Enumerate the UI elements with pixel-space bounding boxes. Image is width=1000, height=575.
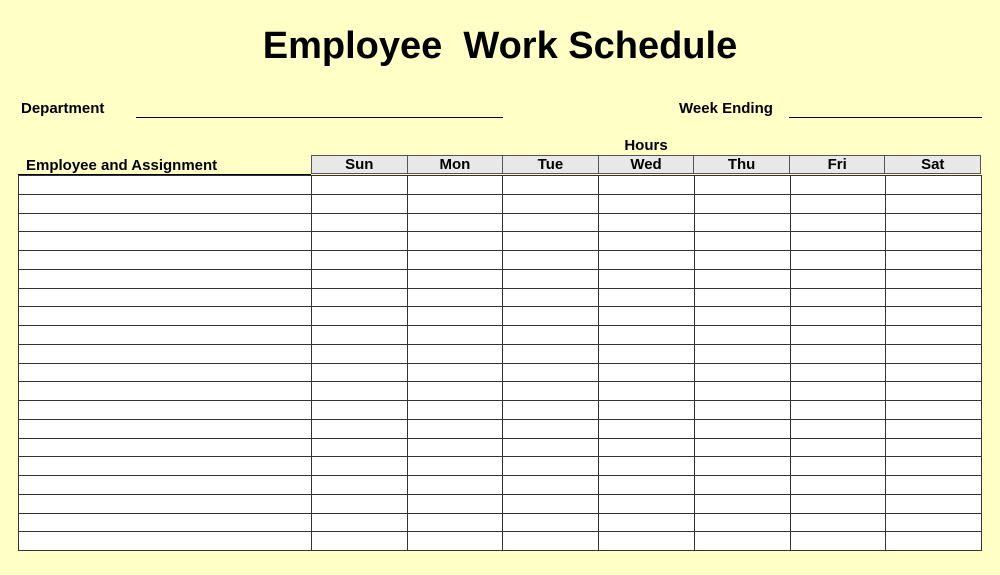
hours-cell-wed[interactable] [598,439,694,457]
employee-cell[interactable] [19,495,311,513]
hours-cell-fri[interactable] [790,270,886,288]
hours-cell-tue[interactable] [502,382,598,400]
hours-cell-fri[interactable] [790,495,886,513]
hours-cell-tue[interactable] [502,364,598,382]
hours-cell-sun[interactable] [311,345,407,363]
hours-cell-mon[interactable] [407,457,503,475]
hours-cell-sat[interactable] [885,176,981,194]
hours-cell-fri[interactable] [790,214,886,232]
hours-cell-sun[interactable] [311,514,407,532]
hours-cell-fri[interactable] [790,420,886,438]
hours-cell-sat[interactable] [885,382,981,400]
hours-cell-sun[interactable] [311,439,407,457]
hours-cell-tue[interactable] [502,401,598,419]
hours-cell-tue[interactable] [502,195,598,213]
employee-cell[interactable] [19,382,311,400]
schedule-row [19,194,981,213]
hours-cell-sat[interactable] [885,289,981,307]
page-title: Employee Work Schedule [262,25,738,67]
hours-cell-mon[interactable] [407,364,503,382]
hours-cell-sun[interactable] [311,420,407,438]
employee-cell[interactable] [19,289,311,307]
hours-cell-thu[interactable] [694,457,790,475]
employee-cell[interactable] [19,364,311,382]
hours-cell-thu[interactable] [694,514,790,532]
hours-cell-wed[interactable] [598,176,694,194]
employee-cell[interactable] [19,532,311,550]
hours-cell-mon[interactable] [407,251,503,269]
hours-cell-fri[interactable] [790,457,886,475]
hours-cell-sat[interactable] [885,420,981,438]
hours-cell-sat[interactable] [885,307,981,325]
hours-cell-wed[interactable] [598,214,694,232]
schedule-row [19,438,981,457]
day-header-tue: Tue [502,156,598,173]
hours-cell-sun[interactable] [311,476,407,494]
hours-cell-wed[interactable] [598,307,694,325]
schedule-row [19,231,981,250]
hours-cell-fri[interactable] [790,345,886,363]
hours-cell-thu[interactable] [694,401,790,419]
hours-cell-thu[interactable] [694,270,790,288]
hours-cell-sat[interactable] [885,326,981,344]
hours-cell-thu[interactable] [694,364,790,382]
employee-cell[interactable] [19,345,311,363]
hours-cell-sun[interactable] [311,270,407,288]
hours-cell-fri[interactable] [790,289,886,307]
hours-cell-wed[interactable] [598,195,694,213]
hours-cell-wed[interactable] [598,232,694,250]
employee-cell[interactable] [19,270,311,288]
hours-cell-mon[interactable] [407,214,503,232]
schedule-row [19,344,981,363]
hours-cell-sun[interactable] [311,326,407,344]
hours-cell-thu[interactable] [694,345,790,363]
day-header-fri: Fri [789,156,885,173]
hours-cell-sat[interactable] [885,476,981,494]
hours-cell-mon[interactable] [407,289,503,307]
hours-cell-wed[interactable] [598,420,694,438]
hours-cell-sat[interactable] [885,457,981,475]
hours-cell-fri[interactable] [790,195,886,213]
employee-cell[interactable] [19,401,311,419]
hours-cell-thu[interactable] [694,439,790,457]
schedule-row [19,306,981,325]
hours-cell-sun[interactable] [311,401,407,419]
hours-cell-thu[interactable] [694,532,790,550]
week-ending-field[interactable] [789,117,982,118]
hours-cell-tue[interactable] [502,232,598,250]
hours-cell-thu[interactable] [694,307,790,325]
hours-cell-mon[interactable] [407,495,503,513]
hours-cell-sat[interactable] [885,195,981,213]
hours-cell-thu[interactable] [694,326,790,344]
hours-label: Hours [624,137,668,154]
hours-cell-fri[interactable] [790,532,886,550]
hours-cell-fri[interactable] [790,401,886,419]
hours-cell-mon[interactable] [407,476,503,494]
hours-cell-thu[interactable] [694,232,790,250]
department-field[interactable] [136,117,503,118]
schedule-row [19,400,981,419]
hours-cell-sun[interactable] [311,532,407,550]
employee-cell[interactable] [19,307,311,325]
schedule-grid [18,175,982,551]
hours-cell-mon[interactable] [407,326,503,344]
hours-cell-fri[interactable] [790,307,886,325]
hours-cell-tue[interactable] [502,420,598,438]
hours-cell-wed[interactable] [598,364,694,382]
hours-cell-mon[interactable] [407,195,503,213]
hours-cell-fri[interactable] [790,232,886,250]
employee-cell[interactable] [19,476,311,494]
hours-cell-sat[interactable] [885,270,981,288]
employee-cell[interactable] [19,232,311,250]
hours-cell-mon[interactable] [407,307,503,325]
hours-cell-wed[interactable] [598,495,694,513]
hours-cell-wed[interactable] [598,514,694,532]
employee-cell[interactable] [19,326,311,344]
hours-cell-mon[interactable] [407,382,503,400]
employee-cell[interactable] [19,214,311,232]
hours-cell-fri[interactable] [790,476,886,494]
hours-cell-thu[interactable] [694,176,790,194]
hours-cell-wed[interactable] [598,532,694,550]
day-header-sun: Sun [345,156,374,173]
hours-cell-wed[interactable] [598,382,694,400]
schedule-row [19,325,981,344]
day-header-mon: Mon [407,156,503,173]
hours-cell-wed[interactable] [598,345,694,363]
hours-cell-sun[interactable] [311,251,407,269]
schedule-row [19,288,981,307]
hours-cell-fri[interactable] [790,382,886,400]
employee-cell[interactable] [19,251,311,269]
hours-cell-tue[interactable] [502,214,598,232]
schedule-row [19,419,981,438]
schedule-row [19,494,981,513]
hours-cell-thu[interactable] [694,476,790,494]
day-header-row [311,155,981,174]
hours-cell-thu[interactable] [694,289,790,307]
employee-cell[interactable] [19,457,311,475]
hours-cell-sat[interactable] [885,495,981,513]
day-header-sat: Sat [884,156,980,173]
hours-cell-fri[interactable] [790,514,886,532]
schedule-row [19,213,981,232]
hours-cell-thu[interactable] [694,214,790,232]
week-ending-label: Week Ending [679,100,773,117]
hours-cell-tue[interactable] [502,345,598,363]
hours-cell-sat[interactable] [885,439,981,457]
hours-cell-wed[interactable] [598,270,694,288]
schedule-row [19,363,981,382]
hours-cell-tue[interactable] [502,251,598,269]
hours-cell-fri[interactable] [790,439,886,457]
day-header-thu: Thu [693,156,789,173]
hours-cell-mon[interactable] [407,345,503,363]
hours-cell-tue[interactable] [502,307,598,325]
hours-cell-mon[interactable] [407,270,503,288]
department-label: Department [21,100,105,117]
hours-cell-thu[interactable] [694,382,790,400]
hours-cell-tue[interactable] [502,532,598,550]
hours-cell-sun[interactable] [311,495,407,513]
hours-cell-thu[interactable] [694,195,790,213]
hours-cell-tue[interactable] [502,176,598,194]
hours-cell-tue[interactable] [502,439,598,457]
hours-cell-sun[interactable] [311,364,407,382]
hours-cell-mon[interactable] [407,420,503,438]
hours-cell-mon[interactable] [407,401,503,419]
hours-cell-sat[interactable] [885,214,981,232]
employee-cell[interactable] [19,420,311,438]
hours-cell-sun[interactable] [311,176,407,194]
employee-cell[interactable] [19,195,311,213]
schedule-row [19,456,981,475]
hours-cell-fri[interactable] [790,176,886,194]
hours-cell-mon[interactable] [407,439,503,457]
schedule-row [19,531,981,550]
hours-cell-fri[interactable] [790,364,886,382]
employee-cell[interactable] [19,439,311,457]
hours-cell-thu[interactable] [694,251,790,269]
hours-cell-wed[interactable] [598,289,694,307]
employee-cell[interactable] [19,176,311,194]
hours-cell-sun[interactable] [311,307,407,325]
hours-cell-mon[interactable] [407,232,503,250]
hours-cell-sat[interactable] [885,345,981,363]
hours-cell-sun[interactable] [311,232,407,250]
employee-assignment-header: Employee and Assignment [26,157,218,174]
schedule-row [19,381,981,400]
hours-cell-wed[interactable] [598,457,694,475]
schedule-row [19,176,981,194]
schedule-row [19,250,981,269]
hours-cell-mon[interactable] [407,514,503,532]
hours-cell-sun[interactable] [311,382,407,400]
hours-cell-sun[interactable] [311,195,407,213]
hours-cell-sun[interactable] [311,289,407,307]
hours-cell-fri[interactable] [790,326,886,344]
hours-cell-wed[interactable] [598,476,694,494]
hours-cell-sat[interactable] [885,532,981,550]
hours-cell-sat[interactable] [885,514,981,532]
hours-cell-tue[interactable] [502,514,598,532]
hours-cell-tue[interactable] [502,326,598,344]
hours-cell-tue[interactable] [502,289,598,307]
schedule-row [19,475,981,494]
hours-cell-tue[interactable] [502,457,598,475]
hours-cell-mon[interactable] [407,532,503,550]
hours-cell-tue[interactable] [502,495,598,513]
employee-cell[interactable] [19,514,311,532]
hours-cell-wed[interactable] [598,251,694,269]
hours-cell-tue[interactable] [502,270,598,288]
hours-cell-thu[interactable] [694,420,790,438]
hours-cell-fri[interactable] [790,251,886,269]
hours-cell-wed[interactable] [598,401,694,419]
hours-cell-wed[interactable] [598,326,694,344]
hours-cell-sat[interactable] [885,401,981,419]
hours-cell-sat[interactable] [885,232,981,250]
day-header-wed: Wed [598,156,694,173]
hours-cell-mon[interactable] [407,176,503,194]
hours-cell-tue[interactable] [502,476,598,494]
hours-cell-sun[interactable] [311,214,407,232]
hours-cell-sat[interactable] [885,251,981,269]
hours-cell-sat[interactable] [885,364,981,382]
hours-cell-thu[interactable] [694,495,790,513]
hours-cell-sun[interactable] [311,457,407,475]
schedule-row [19,269,981,288]
schedule-row [19,513,981,532]
